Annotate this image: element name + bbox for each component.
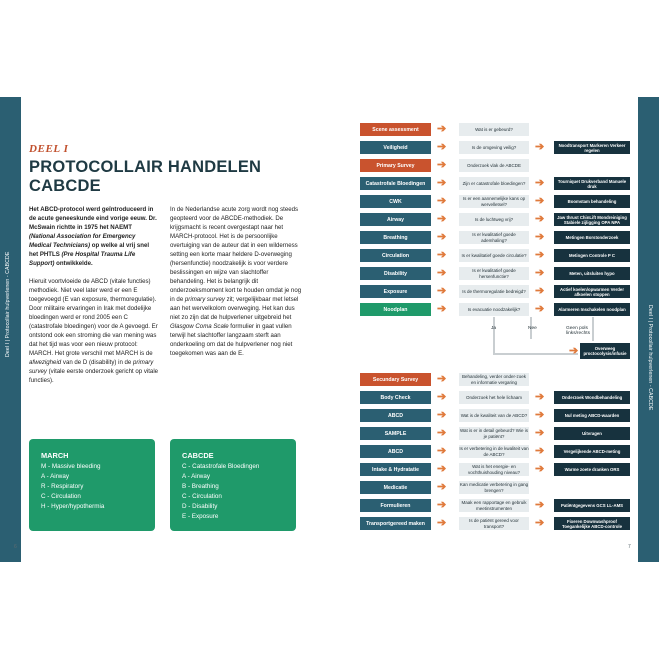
arrow-right-icon: ➔ bbox=[437, 267, 447, 279]
connector-line bbox=[592, 317, 594, 341]
step-breathing: Breathing bbox=[360, 231, 431, 244]
question-box: Wat is het energie- en vochthuishouding niveau? bbox=[459, 463, 529, 476]
action-box: Actief koelen/opwarmen Verder afkoelen stoppen bbox=[554, 285, 630, 298]
step-abcd-2: ABCD bbox=[360, 445, 431, 458]
text-column-2 bbox=[170, 205, 302, 367]
arrow-right-icon: ➔ bbox=[535, 499, 545, 511]
arrow-right-icon: ➔ bbox=[437, 373, 447, 385]
step-primary-survey: Primary Survey bbox=[360, 159, 431, 172]
question-box: Behandeling, verder onder-zoek en informatie vergaring bbox=[459, 373, 529, 386]
arrow-right-icon: ➔ bbox=[535, 391, 545, 403]
step-transportgereed: Transportgereed maken bbox=[360, 517, 431, 530]
arrow-right-icon: ➔ bbox=[437, 195, 447, 207]
action-box: Patiëntgegevens GCS LL-AMS bbox=[554, 499, 630, 512]
text-column-1 bbox=[29, 205, 159, 394]
arrow-right-icon: ➔ bbox=[535, 445, 545, 457]
history-paragraph: Hieruit voortvloeide de ABCD (vitale functies) methodiek. Niet veel later werd er een E toegevoegd (E van exposure, thermoregulatie). Door militaire ervaringen in Irak met dodelijke bloedingen werd er rond 2005 een C (catastrofale bloedingen) voor de A gevoegd. Er ontstond ook een stroming die van mening was dat het tijd was voor een nieuw protocol: MARCH. Het grote verschil met MARCH is de afwezigheid van de D (disability) in de primary survey (vitale eerste onderzoek gericht op vitale functies). bbox=[29, 278, 159, 384]
arrow-right-icon: ➔ bbox=[437, 445, 447, 457]
step-airway: Airway bbox=[360, 213, 431, 226]
label-ja: Ja bbox=[491, 326, 497, 331]
arrow-right-icon: ➔ bbox=[535, 195, 545, 207]
intro-paragraph: Het ABCD-protocol werd geïntroduceerd in de acute geneeskunde eind vorige eeuw. Dr. McSwain richtte in 1975 het NAEMT (National Association for Emergency Medical Technicians) op welke al vrij snel het PHTLS (Pre Hospital Trauma Life Support) ontwikkelde. bbox=[29, 206, 157, 267]
part-label: DEEL I bbox=[29, 143, 69, 155]
step-secundary-survey: Secundary Survey bbox=[360, 373, 431, 386]
question-box: Is er kwalitatief goede hersenfunctie? bbox=[459, 267, 529, 280]
cabcde-item: C - Circulation bbox=[182, 493, 222, 500]
action-box: Noodtransport Markeren Verkeer regelen bbox=[554, 141, 630, 154]
action-box: Fixeren Downwashproof Toegankelijke ABCD-controle bbox=[554, 517, 630, 530]
question-box: Is de luchtweg vrij? bbox=[459, 213, 529, 226]
arrow-right-icon: ➔ bbox=[437, 141, 447, 153]
arrow-right-icon: ➔ bbox=[535, 409, 545, 421]
arrow-right-icon: ➔ bbox=[535, 231, 545, 243]
action-box: Meten, uitsluiten hypo bbox=[554, 267, 630, 280]
march-box bbox=[29, 439, 155, 531]
page-number-right: 7 bbox=[628, 544, 631, 550]
action-box: Jaw thrust ChinLift Mondreiniging Stabiele zijligging OPA NPA bbox=[554, 213, 630, 226]
overweeg-box: Overweeg proctocolysis/infusie bbox=[580, 343, 630, 359]
right-page-tab bbox=[638, 97, 659, 562]
title-line-1: PROTOCOLLAIR HANDELEN bbox=[29, 158, 262, 176]
arrow-right-icon: ➔ bbox=[535, 177, 545, 189]
question-box: Is er kwalitatief goede ademhaling? bbox=[459, 231, 529, 244]
cabcde-item: A - Airway bbox=[182, 473, 210, 480]
action-box: Boomstam behandeling bbox=[554, 195, 630, 208]
arrow-right-icon: ➔ bbox=[437, 481, 447, 493]
question-box: Is de patiënt gereed voor transport? bbox=[459, 517, 529, 530]
arrow-right-icon: ➔ bbox=[569, 345, 579, 357]
question-box: Kan medicatie verbetering in gang brengen? bbox=[459, 482, 529, 493]
action-box: Uitvragen bbox=[554, 427, 630, 440]
right-tab-label: Deel I | Protocollair hulpverlenen - CABCDE bbox=[647, 305, 653, 411]
title-line-2: CABCDE bbox=[29, 177, 101, 195]
arrow-right-icon: ➔ bbox=[437, 285, 447, 297]
step-sample: SAMPLE bbox=[360, 427, 431, 440]
action-box: Onderzoek Wondbehandeling bbox=[554, 391, 630, 404]
arrow-right-icon: ➔ bbox=[535, 285, 545, 297]
arrow-right-icon: ➔ bbox=[437, 499, 447, 511]
action-box: Nul meting ABCD-waarden bbox=[554, 409, 630, 422]
question-box: Wat is er gebeurd? bbox=[459, 123, 529, 136]
arrow-right-icon: ➔ bbox=[437, 231, 447, 243]
march-item: C - Circulation bbox=[41, 493, 81, 500]
step-cwk: CWK bbox=[360, 195, 431, 208]
step-veiligheid: Veiligheid bbox=[360, 141, 431, 154]
question-box: Is er kwalitatief goede circulatie? bbox=[459, 249, 529, 262]
question-box: Is er verbetering in de kwaliteit van de ABCD? bbox=[459, 446, 529, 457]
action-box: Metingen Borstonderzoek bbox=[554, 231, 630, 244]
step-abcd: ABCD bbox=[360, 409, 431, 422]
arrow-right-icon: ➔ bbox=[535, 427, 545, 439]
connector-line bbox=[493, 317, 495, 355]
step-body-check: Body Check bbox=[360, 391, 431, 404]
label-geen-pols: Geen pols links/rechts bbox=[566, 326, 590, 336]
action-box: Alarmeren Inschakelen noodplan bbox=[554, 303, 630, 316]
march-item: A - Airway bbox=[41, 473, 69, 480]
cabcde-item: D - Disability bbox=[182, 503, 218, 510]
step-scene-assessment: Scene assessment bbox=[360, 123, 431, 136]
arrow-right-icon: ➔ bbox=[535, 267, 545, 279]
arrow-right-icon: ➔ bbox=[535, 213, 545, 225]
label-nee: Nee bbox=[528, 326, 537, 331]
arrow-right-icon: ➔ bbox=[535, 463, 545, 475]
netherlands-paragraph: In de Nederlandse acute zorg wordt nog steeds geopteerd voor de ABCDE-methodiek. De krijgsmacht is recent overgestapt naar het MARCH-protocol. Het is de persoonlijke overtuiging van de auteur dat in een wilderness setting een korte maar heldere D-overweging (hersenfunctie) noodzakelijk is voor verdere beslissingen en wijze van slachtoffer behandeling. Het is belangrijk dit onderzoeksmoment kort te houden omdat je nog in de primary survey zit; vergelijkbaar met letsel aan het wervelkolom overweging. Het kan dus niet zo zijn dat de hulpverlener uitgebreid het Glasgow Coma Scale formulier in gaat vullen terwijl het slachtoffer langzaam sterft aan onderkoeling om dat de hulpverlener nog niet toegekomen was aan de E. bbox=[170, 206, 302, 357]
arrow-right-icon: ➔ bbox=[535, 303, 545, 315]
left-page-tab bbox=[0, 97, 21, 562]
cabcde-heading: CABCDE bbox=[182, 451, 214, 460]
march-item: M - Massive bleeding bbox=[41, 463, 101, 470]
page-number-left: 6 bbox=[14, 544, 17, 550]
connector-line bbox=[493, 353, 578, 355]
question-box: Is evacuatie noodzakelijk? bbox=[459, 303, 529, 316]
arrow-right-icon: ➔ bbox=[535, 517, 545, 529]
arrow-right-icon: ➔ bbox=[437, 463, 447, 475]
step-catastrofale-bloedingen: Catastrofale Bloedingen bbox=[360, 177, 431, 190]
step-disability: Disability bbox=[360, 267, 431, 280]
question-box: Onderzoek vlak de ABCDE bbox=[459, 159, 529, 172]
arrow-right-icon: ➔ bbox=[437, 427, 447, 439]
question-box: Is er een aannemelijke kans op wervelletsel? bbox=[459, 195, 529, 208]
question-box: Zijn er catastrofale bloedingen? bbox=[459, 177, 529, 190]
arrow-right-icon: ➔ bbox=[437, 391, 447, 403]
arrow-right-icon: ➔ bbox=[535, 141, 545, 153]
question-box: Is de thermoregulatie bedreigd? bbox=[459, 285, 529, 298]
arrow-right-icon: ➔ bbox=[437, 159, 447, 171]
question-box: Maak een rapportage en gebruik meetinstrumenten bbox=[459, 499, 529, 512]
step-exposure: Exposure bbox=[360, 285, 431, 298]
question-box: Is de omgeving veilig? bbox=[459, 141, 529, 154]
arrow-right-icon: ➔ bbox=[437, 517, 447, 529]
action-box: Metingen Controle P C bbox=[554, 249, 630, 262]
action-box: Warme zoete dranken ORS bbox=[554, 463, 630, 476]
left-tab-label: Deel I | Protocollair hulpverlenen - CABCDE bbox=[5, 251, 11, 357]
cabcde-item: E - Exposure bbox=[182, 513, 219, 520]
march-item: H - Hyper/hypothermia bbox=[41, 503, 105, 510]
page-title bbox=[29, 158, 261, 196]
step-formulieren: Formulieren bbox=[360, 499, 431, 512]
march-item: R - Respiratory bbox=[41, 483, 84, 490]
step-circulation: Circulation bbox=[360, 249, 431, 262]
step-noodplan: Noodplan bbox=[360, 303, 431, 316]
arrow-right-icon: ➔ bbox=[437, 303, 447, 315]
arrow-right-icon: ➔ bbox=[437, 409, 447, 421]
cabcde-box bbox=[170, 439, 296, 531]
action-box: Tourniquet Drukverband Manuele druk bbox=[554, 177, 630, 190]
question-box: Onderzoek het hele lichaam bbox=[459, 391, 529, 404]
step-intake-hydratatie: Intake & Hydratatie bbox=[360, 463, 431, 476]
march-heading: MARCH bbox=[41, 451, 69, 460]
step-medicatie: Medicatie bbox=[360, 481, 431, 494]
question-box: Wat is er in detail gebeurd? Wie is je patiënt? bbox=[459, 428, 529, 439]
arrow-right-icon: ➔ bbox=[437, 123, 447, 135]
arrow-right-icon: ➔ bbox=[437, 177, 447, 189]
arrow-right-icon: ➔ bbox=[535, 249, 545, 261]
arrow-right-icon: ➔ bbox=[437, 213, 447, 225]
cabcde-item: B - Breathing bbox=[182, 483, 219, 490]
question-box: Wat is de kwaliteit van de ABCD? bbox=[459, 409, 529, 422]
arrow-right-icon: ➔ bbox=[437, 249, 447, 261]
cabcde-item: C - Catastrofale Bloedingen bbox=[182, 463, 260, 470]
action-box: Vergelijkende ABCD-meting bbox=[554, 445, 630, 458]
